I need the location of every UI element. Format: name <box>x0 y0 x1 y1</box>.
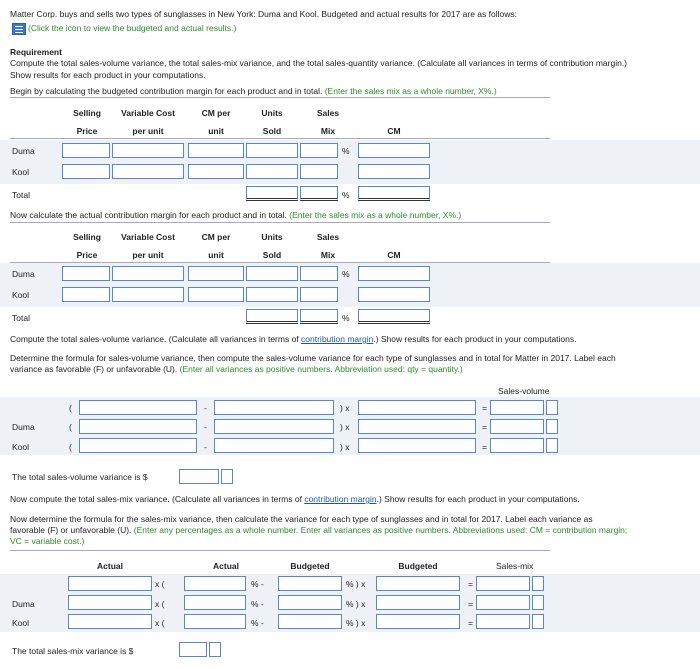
a-kool-units[interactable] <box>246 287 298 302</box>
vol-kool-1[interactable] <box>79 438 197 453</box>
hdr-mix: Mix <box>320 126 336 136</box>
volume-total-text: The total sales-volume variance is $ <box>12 472 148 482</box>
a-duma-mix[interactable] <box>300 266 338 281</box>
contribution-margin-link[interactable]: contribution margin <box>304 494 377 504</box>
vol-formula-2[interactable] <box>214 400 334 415</box>
a-kool-mix[interactable] <box>300 287 338 302</box>
minus: - <box>204 442 207 452</box>
percent-sign: % <box>342 313 350 323</box>
hdr-price: Price <box>76 250 98 260</box>
hdr-sales: Sales <box>316 232 340 242</box>
hdr-units: Units <box>261 232 283 242</box>
percent-minus: % - <box>251 618 264 628</box>
hdr-units: Units <box>261 108 283 118</box>
equals: = <box>482 403 487 413</box>
mix-kool-4[interactable] <box>376 614 460 629</box>
mix-kool-2[interactable] <box>184 614 246 629</box>
equals: = <box>482 442 487 452</box>
a-duma-price[interactable] <box>62 266 110 281</box>
header-divider <box>10 138 550 139</box>
equals: = <box>468 618 473 628</box>
b-total-units[interactable] <box>246 186 298 201</box>
contribution-margin-link[interactable]: contribution margin <box>301 334 374 344</box>
a-total-cm[interactable] <box>358 309 430 324</box>
hdr-selling: Selling <box>73 108 101 118</box>
vol-duma-fu[interactable] <box>546 419 558 434</box>
vol-formula-3[interactable] <box>358 400 476 415</box>
hdr-sold: Sold <box>262 250 282 260</box>
b-kool-cmu[interactable] <box>188 164 244 179</box>
percent-minus: % - <box>251 599 264 609</box>
lparen: ( <box>69 403 72 413</box>
percent-rparen-times: % ) x <box>346 579 366 589</box>
vol-duma-2[interactable] <box>214 419 334 434</box>
hdr-unit: unit <box>208 126 224 136</box>
vol-formula-1[interactable] <box>79 400 197 415</box>
percent-rparen-times: % ) x <box>346 599 366 609</box>
hdr-variable-cost: Variable Cost <box>121 108 175 118</box>
budgeted-cm-instruction: Begin by calculating the budgeted contribution margin for each product and in total. (Enter the sales mix as a whole number, X%.) <box>10 86 497 96</box>
vol-kool-result[interactable] <box>490 438 544 453</box>
a-duma-units[interactable] <box>246 266 298 281</box>
a-kool-cmu[interactable] <box>188 287 244 302</box>
a-kool-vc[interactable] <box>112 287 184 302</box>
volume-instruction-2: variance as favorable (F) or unfavorable (U). (Enter all variances as positive numbers. Abbreviation used: qty = quantity.) <box>10 364 463 374</box>
a-duma-cm[interactable] <box>358 266 430 281</box>
percent-sign: % <box>342 190 350 200</box>
a-duma-vc[interactable] <box>112 266 184 281</box>
b-kool-price[interactable] <box>62 164 110 179</box>
mix-formula-fu[interactable] <box>532 576 544 591</box>
minus: - <box>204 422 207 432</box>
hdr-mix: Mix <box>320 250 336 260</box>
mix-duma-2[interactable] <box>184 595 246 610</box>
mix-duma-result[interactable] <box>476 595 530 610</box>
row-label-duma: Duma <box>12 599 35 609</box>
a-total-units[interactable] <box>246 309 298 324</box>
row-label-kool: Kool <box>12 618 30 628</box>
a-total-mix[interactable] <box>300 309 338 324</box>
mix-kool-result[interactable] <box>476 614 530 629</box>
hdr-per-unit: per unit <box>132 126 164 136</box>
b-total-cm[interactable] <box>358 186 430 201</box>
percent-sign: % <box>342 269 350 279</box>
vol-formula-fu[interactable] <box>546 400 558 415</box>
volume-intro: Compute the total sales-volume variance. (Calculate all variances in terms of contribution margin.) Show results for each product in your computations. <box>10 334 577 344</box>
mix-duma-1[interactable] <box>68 595 152 610</box>
mix-kool-1[interactable] <box>68 614 152 629</box>
mix-formula-result[interactable] <box>476 576 530 591</box>
hdr-sales: Sales <box>316 108 340 118</box>
times-lparen: x ( <box>155 599 165 609</box>
vol-kool-fu[interactable] <box>546 438 558 453</box>
volume-total-input[interactable] <box>179 469 219 484</box>
row-label-kool: Kool <box>12 290 30 300</box>
mix-col-title: Sales-mix <box>496 561 534 571</box>
times-lparen: x ( <box>155 579 165 589</box>
mix-instruction-3: VC = variable cost.) <box>10 536 85 546</box>
volume-col-title: Sales-volume <box>498 386 550 396</box>
volume-instruction-1: Determine the formula for sales-volume variance, then compute the sales-volume variance for each type of sunglasses and in total for Matter in 2017. Label each <box>10 353 616 363</box>
mix-formula-2[interactable] <box>184 576 246 591</box>
hdr-sold: Sold <box>262 126 282 136</box>
mix-formula-1[interactable] <box>68 576 152 591</box>
mix-duma-4[interactable] <box>376 595 460 610</box>
lparen: ( <box>69 422 72 432</box>
b-duma-vc[interactable] <box>112 143 184 158</box>
b-duma-cm[interactable] <box>358 143 430 158</box>
mix-formula-3[interactable] <box>278 576 342 591</box>
vol-kool-2[interactable] <box>214 438 334 453</box>
hdr-unit: unit <box>208 250 224 260</box>
vol-duma-3[interactable] <box>358 419 476 434</box>
b-kool-vc[interactable] <box>112 164 184 179</box>
b-kool-units[interactable] <box>246 164 298 179</box>
hdr-cm-per: CM per <box>201 232 231 242</box>
calculator-table-icon[interactable] <box>12 23 26 35</box>
row-label-duma: Duma <box>12 269 35 279</box>
mix-divider <box>10 550 550 551</box>
mix-total-fu[interactable] <box>209 642 221 657</box>
vol-duma-1[interactable] <box>79 419 197 434</box>
hdr-cm: CM <box>387 126 401 136</box>
percent-sign: % <box>342 146 350 156</box>
vol-formula-result[interactable] <box>490 400 544 415</box>
requirement-text-2: Show results for each product in your computations. <box>10 70 206 80</box>
mix-total-input[interactable] <box>179 642 207 657</box>
rparen-times: ) x <box>340 403 350 413</box>
mix-hdr-budgeted-1: Budgeted <box>290 561 330 571</box>
row-label-duma: Duma <box>12 422 35 432</box>
actual-cm-instruction: Now calculate the actual contribution margin for each product and in total. (Enter the sales mix as a whole number, X%.) <box>10 210 462 220</box>
a-kool-price[interactable] <box>62 287 110 302</box>
b-kool-mix[interactable] <box>300 164 338 179</box>
requirement-text-1: Compute the total sales-volume variance, the total sales-mix variance, and the total sales-quantity variance. (Calculate all variances in terms of contribution margin.) <box>10 58 628 68</box>
b-duma-mix[interactable] <box>300 143 338 158</box>
mix-kool-3[interactable] <box>278 614 342 629</box>
row-label-duma: Duma <box>12 146 35 156</box>
b-kool-cm[interactable] <box>358 164 430 179</box>
a-kool-cm[interactable] <box>358 287 430 302</box>
row-label-kool: Kool <box>12 167 30 177</box>
volume-total-fu[interactable] <box>221 469 233 484</box>
a-duma-cmu[interactable] <box>188 266 244 281</box>
mix-duma-3[interactable] <box>278 595 342 610</box>
mix-hdr-budgeted-2: Budgeted <box>398 561 438 571</box>
rparen-times: ) x <box>340 442 350 452</box>
mix-instruction-2: favorable (F) or unfavorable (U). (Enter any percentages as a whole number. Enter all variances as positive numbers. Abbreviations used: CM = contribution margin; <box>10 525 628 535</box>
equals: = <box>468 579 473 589</box>
vol-duma-result[interactable] <box>490 419 544 434</box>
section1-divider <box>10 97 550 98</box>
mix-formula-4[interactable] <box>376 576 460 591</box>
row-label-total: Total <box>12 313 30 323</box>
hdr-per-unit: per unit <box>132 250 164 260</box>
hdr-cm: CM <box>387 250 401 260</box>
lparen: ( <box>69 442 72 452</box>
row-label-kool: Kool <box>12 442 30 452</box>
mix-instruction-1: Now determine the formula for the sales-mix variance, then calculate the variance for each type of sunglasses and in total for 2017. Label each variance as <box>10 514 593 524</box>
minus: - <box>204 403 207 413</box>
hdr-price: Price <box>76 126 98 136</box>
mix-total-text: The total sales-mix variance is $ <box>12 646 134 656</box>
mix-duma-fu[interactable] <box>532 595 544 610</box>
b-duma-cmu[interactable] <box>188 143 244 158</box>
hdr-variable-cost: Variable Cost <box>121 232 175 242</box>
rparen-times: ) x <box>340 422 350 432</box>
percent-minus: % - <box>251 579 264 589</box>
mix-kool-fu[interactable] <box>532 614 544 629</box>
intro-text: Matter Corp. buys and sells two types of sunglasses in New York: Duma and Kool. Budgeted and actual results for 2017 are as follows: <box>10 9 517 19</box>
percent-rparen-times: % ) x <box>346 618 366 628</box>
b-total-mix[interactable] <box>300 186 338 201</box>
hdr-selling: Selling <box>73 232 101 242</box>
mix-intro: Now compute the total sales-mix variance. (Calculate all variances in terms of contribution margin.) Show results for each product in your computations. <box>10 494 580 504</box>
requirement-title: Requirement <box>10 47 62 57</box>
section2-divider <box>10 222 550 223</box>
hdr-cm-per: CM per <box>201 108 231 118</box>
equals: = <box>482 422 487 432</box>
b-duma-price[interactable] <box>62 143 110 158</box>
mix-hdr-actual-1: Actual <box>97 561 123 571</box>
vol-kool-3[interactable] <box>358 438 476 453</box>
view-results-link[interactable]: (Click the icon to view the budgeted and actual results.) <box>28 23 237 33</box>
b-duma-units[interactable] <box>246 143 298 158</box>
mix-hdr-actual-2: Actual <box>213 561 239 571</box>
times-lparen: x ( <box>155 618 165 628</box>
row-label-total: Total <box>12 190 30 200</box>
equals: = <box>468 599 473 609</box>
